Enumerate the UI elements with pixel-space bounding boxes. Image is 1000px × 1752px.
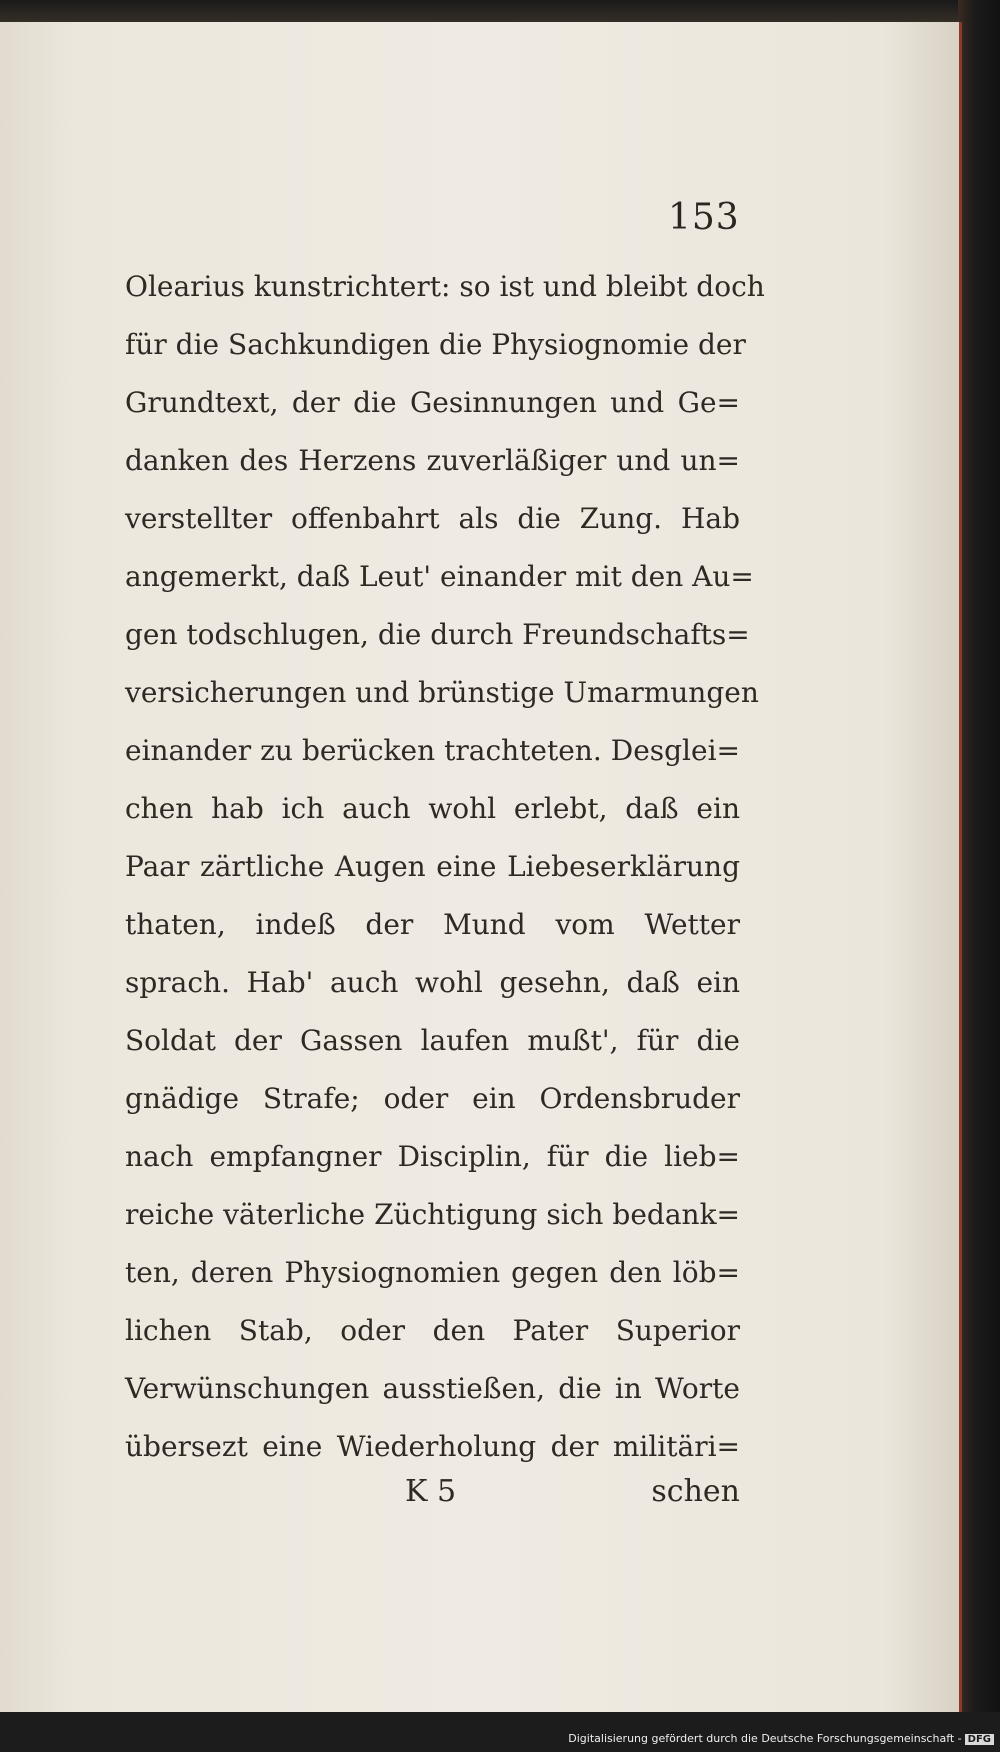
text-line: gnädige Strafe; oder ein Ordensbruder	[125, 1082, 740, 1115]
text-line: Olearius kunstrichtert: so ist und bleibt doch	[125, 270, 765, 303]
book-edge-right	[958, 0, 1000, 1752]
text-line: einander zu berücken trachteten. Desglei=	[125, 734, 740, 767]
text-line: thaten, indeß der Mund vom Wetter	[125, 908, 740, 941]
page-footer	[125, 1474, 740, 1524]
text-line: für die Sachkundigen die Physiognomie der	[125, 328, 746, 361]
text-line: lichen Stab, oder den Pater Superior	[125, 1314, 740, 1347]
text-line: Verwünschungen ausstießen, die in Worte	[125, 1372, 740, 1405]
text-line: danken des Herzens zuverläßiger und un=	[125, 444, 740, 477]
page-text-block	[125, 258, 765, 1476]
credit-text: Digitalisierung gefördert durch die Deutsche Forschungsgemeinschaft -	[568, 1732, 962, 1745]
text-line: sprach. Hab' auch wohl gesehn, daß ein	[125, 966, 740, 999]
signature-mark: K 5	[405, 1474, 457, 1509]
text-line: chen hab ich auch wohl erlebt, daß ein	[125, 792, 740, 825]
text-line: Grundtext, der die Gesinnungen und Ge=	[125, 386, 740, 419]
dfg-logo: DFG	[965, 1734, 994, 1745]
digitization-credit	[568, 1732, 994, 1745]
text-line: reiche väterliche Züchtigung sich bedank=	[125, 1198, 740, 1231]
catchword: schen	[651, 1474, 740, 1509]
page-number: 153	[668, 197, 740, 238]
text-line: angemerkt, daß Leut' einander mit den Au=	[125, 560, 754, 593]
text-line: nach empfangner Disciplin, für die lieb=	[125, 1140, 740, 1173]
text-line: gen todschlugen, die durch Freundschafts=	[125, 618, 750, 651]
book-page	[0, 22, 962, 1712]
text-line: Soldat der Gassen laufen mußt', für die	[125, 1024, 740, 1057]
text-line: ten, deren Physiognomien gegen den löb=	[125, 1256, 740, 1289]
text-line: verstellter offenbahrt als die Zung. Hab	[125, 502, 740, 535]
text-line: Paar zärtliche Augen eine Liebeserklärung	[125, 850, 740, 883]
text-line: übersezt eine Wiederholung der militäri=	[125, 1430, 740, 1463]
text-line: versicherungen und brünstige Umarmungen	[125, 676, 759, 709]
